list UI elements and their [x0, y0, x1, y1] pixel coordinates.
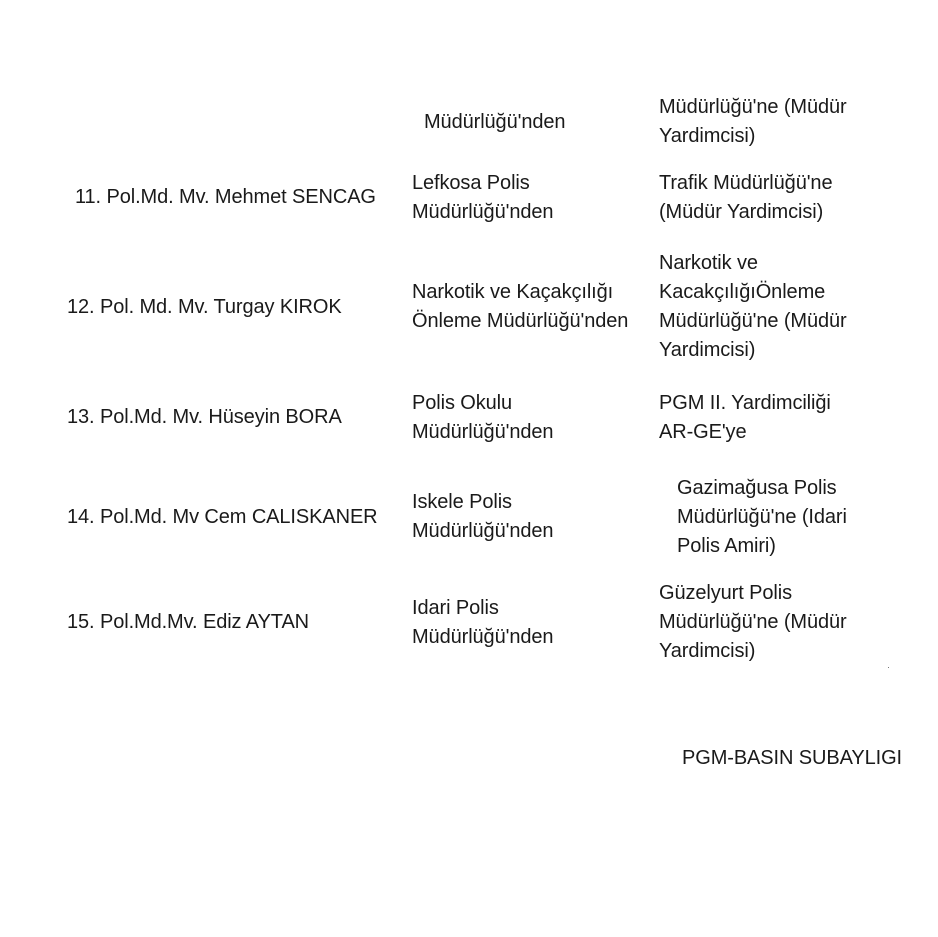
- row-from-cell: Müdürlüğü'nden: [424, 111, 566, 133]
- row-from-cell: Polis Okulu Müdürlüğü'nden: [412, 392, 554, 443]
- row-to-cell: Trafik Müdürlüğü'ne (Müdür Yardimcisi): [659, 172, 833, 223]
- row-to-cell: Gazimağusa Polis Müdürlüğü'ne (Idari Polis Amiri): [677, 477, 847, 557]
- row-to-cell: PGM II. Yardimciliği AR-GE'ye: [659, 392, 831, 443]
- row-from-cell: Iskele Polis Müdürlüğü'nden: [412, 491, 554, 542]
- footer-signature: PGM-BASIN SUBAYLIGI: [682, 747, 903, 769]
- row-to-cell: Müdürlüğü'ne (Müdür Yardimcisi): [659, 96, 847, 147]
- row-to-cell: Güzelyurt Polis Müdürlüğü'ne (Müdür Yardimcisi): [659, 582, 847, 662]
- row-name-cell: 11. Pol.Md. Mv. Mehmet SENCAG: [75, 186, 376, 208]
- row-from-cell: Lefkosa Polis Müdürlüğü'nden: [412, 172, 554, 223]
- row-name-cell: 15. Pol.Md.Mv. Ediz AYTAN: [67, 611, 310, 633]
- row-name-cell: 12. Pol. Md. Mv. Turgay KIROK: [67, 296, 342, 318]
- row-name-cell: 13. Pol.Md. Mv. Hüseyin BORA: [67, 406, 342, 428]
- stray-dot: [888, 667, 889, 668]
- row-from-cell: Idari Polis Müdürlüğü'nden: [412, 597, 554, 648]
- row-from-cell: Narkotik ve Kaçakçılığı Önleme Müdürlüğü'nden: [412, 281, 629, 332]
- row-to-cell: Narkotik ve KacakçılığıÖnleme Müdürlüğü'ne (Müdür Yardimcisi): [659, 252, 847, 361]
- row-name-cell: 14. Pol.Md. Mv Cem CALISKANER: [67, 506, 378, 528]
